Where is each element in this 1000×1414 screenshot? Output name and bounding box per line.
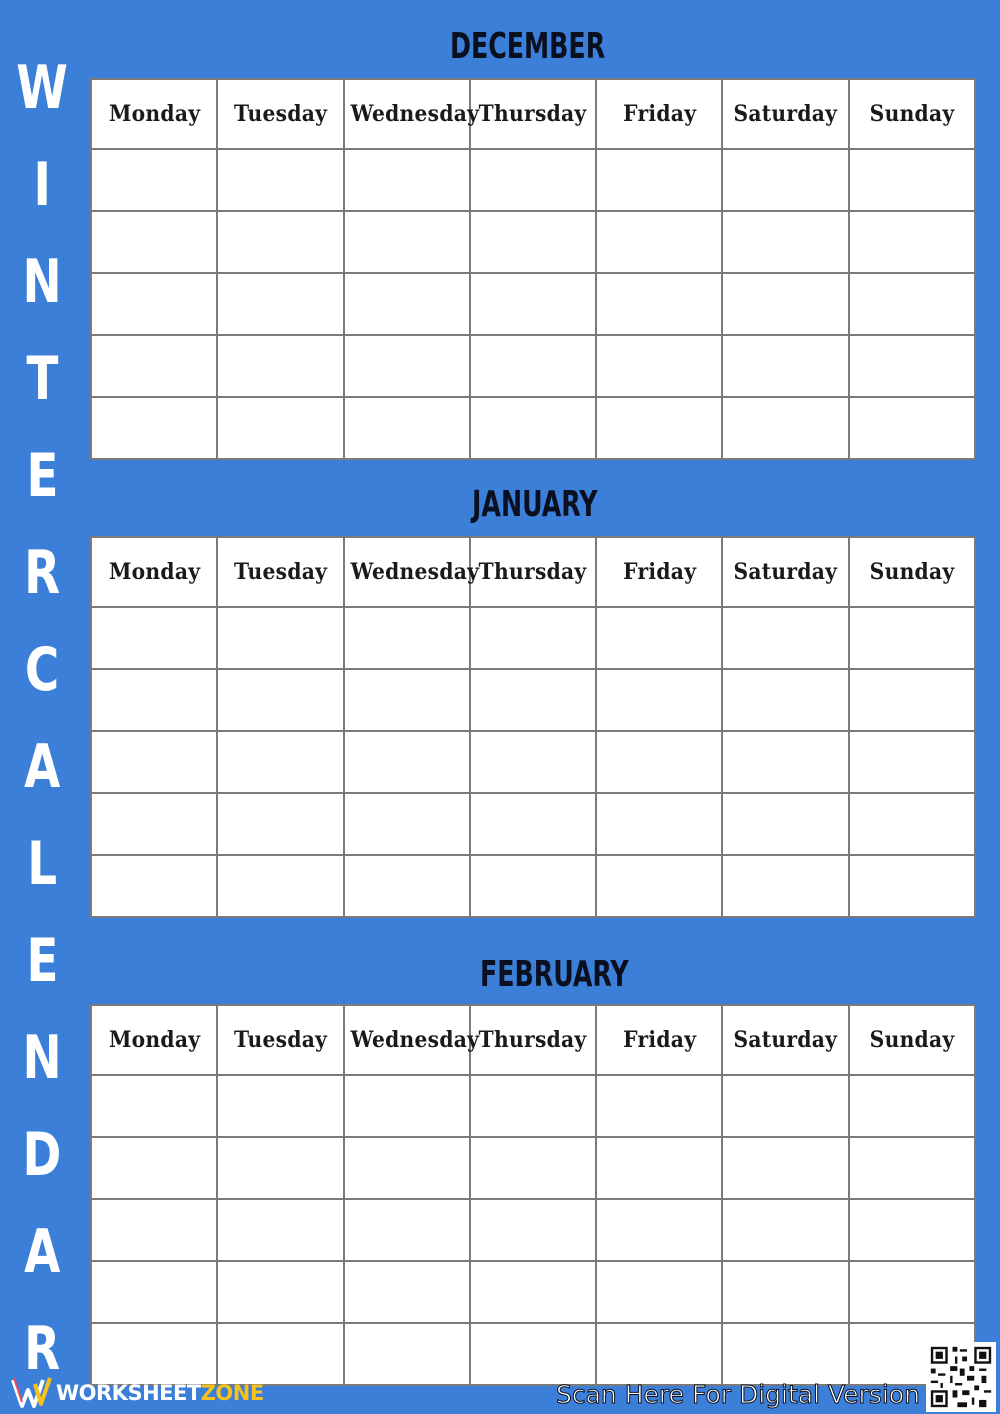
weekday-header: Saturday bbox=[722, 537, 848, 607]
day-cell[interactable] bbox=[722, 397, 848, 459]
day-cell[interactable] bbox=[722, 731, 848, 793]
day-cell[interactable] bbox=[470, 669, 596, 731]
day-cell[interactable] bbox=[722, 211, 848, 273]
worksheetzone-logo-icon bbox=[10, 1374, 54, 1412]
day-cell[interactable] bbox=[344, 1261, 470, 1323]
weekday-header: Tuesday bbox=[217, 537, 343, 607]
day-cell[interactable] bbox=[344, 1137, 470, 1199]
day-cell[interactable] bbox=[470, 1323, 596, 1385]
day-cell[interactable] bbox=[470, 1199, 596, 1261]
day-cell[interactable] bbox=[91, 855, 217, 917]
calendar-grid bbox=[90, 1004, 976, 1386]
day-cell[interactable] bbox=[722, 273, 848, 335]
weekday-header-row bbox=[91, 537, 975, 607]
side-title-letter: C bbox=[24, 635, 60, 705]
week-row bbox=[91, 607, 975, 669]
day-cell[interactable] bbox=[849, 149, 975, 211]
day-cell[interactable] bbox=[217, 397, 343, 459]
day-cell[interactable] bbox=[849, 1137, 975, 1199]
day-cell[interactable] bbox=[722, 335, 848, 397]
weekday-header-row bbox=[91, 1005, 975, 1075]
side-title bbox=[0, 40, 84, 1390]
day-cell[interactable] bbox=[596, 1137, 722, 1199]
day-cell[interactable] bbox=[596, 855, 722, 917]
day-cell[interactable] bbox=[91, 607, 217, 669]
week-row bbox=[91, 1261, 975, 1323]
week-row bbox=[91, 1075, 975, 1137]
day-cell[interactable] bbox=[344, 273, 470, 335]
side-title-letter: A bbox=[23, 1217, 61, 1287]
day-cell[interactable] bbox=[217, 273, 343, 335]
day-cell[interactable] bbox=[344, 211, 470, 273]
day-cell[interactable] bbox=[91, 1261, 217, 1323]
day-cell[interactable] bbox=[722, 1137, 848, 1199]
day-cell[interactable] bbox=[849, 731, 975, 793]
day-cell[interactable] bbox=[596, 1199, 722, 1261]
day-cell[interactable] bbox=[470, 731, 596, 793]
side-title-letter: R bbox=[23, 538, 61, 608]
day-cell[interactable] bbox=[596, 793, 722, 855]
day-cell[interactable] bbox=[91, 1199, 217, 1261]
weekday-header: Sunday bbox=[849, 537, 975, 607]
day-cell[interactable] bbox=[596, 1261, 722, 1323]
day-cell[interactable] bbox=[722, 149, 848, 211]
weekday-header-row bbox=[91, 79, 975, 149]
day-cell[interactable] bbox=[344, 607, 470, 669]
day-cell[interactable] bbox=[344, 731, 470, 793]
day-cell[interactable] bbox=[596, 607, 722, 669]
day-cell[interactable] bbox=[344, 1323, 470, 1385]
side-title-letter: N bbox=[22, 1023, 62, 1093]
day-cell[interactable] bbox=[849, 335, 975, 397]
worksheetzone-logo[interactable] bbox=[10, 1374, 264, 1412]
day-cell[interactable] bbox=[344, 669, 470, 731]
side-title-letter: E bbox=[26, 926, 58, 996]
day-cell[interactable] bbox=[91, 669, 217, 731]
day-cell[interactable] bbox=[722, 1323, 848, 1385]
day-cell[interactable] bbox=[722, 607, 848, 669]
weekday-header: Saturday bbox=[722, 1005, 848, 1075]
day-cell[interactable] bbox=[849, 273, 975, 335]
day-cell[interactable] bbox=[596, 149, 722, 211]
day-cell[interactable] bbox=[91, 149, 217, 211]
weekday-header: Tuesday bbox=[217, 79, 343, 149]
week-row bbox=[91, 669, 975, 731]
day-cell[interactable] bbox=[596, 669, 722, 731]
day-cell[interactable] bbox=[470, 397, 596, 459]
weekday-header: Monday bbox=[91, 537, 217, 607]
week-row bbox=[91, 211, 975, 273]
day-cell[interactable] bbox=[91, 793, 217, 855]
day-cell[interactable] bbox=[344, 335, 470, 397]
day-cell[interactable] bbox=[722, 1261, 848, 1323]
day-cell[interactable] bbox=[849, 607, 975, 669]
side-title-letter: N bbox=[22, 247, 62, 317]
day-cell[interactable] bbox=[470, 273, 596, 335]
weekday-header: Thursday bbox=[470, 1005, 596, 1075]
day-cell[interactable] bbox=[217, 669, 343, 731]
day-cell[interactable] bbox=[722, 793, 848, 855]
qr-code-icon[interactable] bbox=[926, 1342, 996, 1412]
day-cell[interactable] bbox=[91, 397, 217, 459]
day-cell[interactable] bbox=[596, 731, 722, 793]
day-cell[interactable] bbox=[596, 211, 722, 273]
day-cell[interactable] bbox=[470, 335, 596, 397]
day-cell[interactable] bbox=[344, 1075, 470, 1137]
day-cell[interactable] bbox=[470, 1261, 596, 1323]
weekday-header: Friday bbox=[596, 79, 722, 149]
day-cell[interactable] bbox=[849, 855, 975, 917]
day-cell[interactable] bbox=[722, 855, 848, 917]
calendar-grid bbox=[90, 536, 976, 918]
week-row bbox=[91, 397, 975, 459]
day-cell[interactable] bbox=[91, 731, 217, 793]
day-cell[interactable] bbox=[596, 335, 722, 397]
day-cell[interactable] bbox=[470, 607, 596, 669]
day-cell[interactable] bbox=[596, 1075, 722, 1137]
day-cell[interactable] bbox=[217, 731, 343, 793]
day-cell[interactable] bbox=[470, 149, 596, 211]
week-row bbox=[91, 1137, 975, 1199]
day-cell[interactable] bbox=[217, 149, 343, 211]
side-title-letter: A bbox=[23, 732, 61, 802]
day-cell[interactable] bbox=[470, 793, 596, 855]
day-cell[interactable] bbox=[470, 1137, 596, 1199]
day-cell[interactable] bbox=[344, 149, 470, 211]
week-row bbox=[91, 335, 975, 397]
side-title-letter: T bbox=[26, 344, 58, 414]
weekday-header: Wednesday bbox=[344, 537, 470, 607]
weekday-header: Wednesday bbox=[344, 79, 470, 149]
day-cell[interactable] bbox=[722, 1199, 848, 1261]
weekday-header: Thursday bbox=[470, 537, 596, 607]
day-cell[interactable] bbox=[217, 211, 343, 273]
day-cell[interactable] bbox=[470, 855, 596, 917]
day-cell[interactable] bbox=[344, 1199, 470, 1261]
weekday-header: Friday bbox=[596, 1005, 722, 1075]
day-cell[interactable] bbox=[91, 211, 217, 273]
week-row bbox=[91, 1199, 975, 1261]
weekday-header: Thursday bbox=[470, 79, 596, 149]
month-title: JANUARY bbox=[472, 484, 598, 525]
day-cell[interactable] bbox=[849, 793, 975, 855]
scan-caption: Scan Here For Digital Version bbox=[556, 1380, 920, 1409]
day-cell[interactable] bbox=[849, 669, 975, 731]
day-cell[interactable] bbox=[217, 793, 343, 855]
side-title-letter: L bbox=[27, 829, 57, 899]
day-cell[interactable] bbox=[849, 397, 975, 459]
day-cell[interactable] bbox=[217, 607, 343, 669]
weekday-header: Monday bbox=[91, 1005, 217, 1075]
day-cell[interactable] bbox=[849, 1075, 975, 1137]
day-cell[interactable] bbox=[217, 1075, 343, 1137]
day-cell[interactable] bbox=[849, 211, 975, 273]
weekday-header: Monday bbox=[91, 79, 217, 149]
side-title-letter: R bbox=[23, 1314, 61, 1384]
day-cell[interactable] bbox=[91, 273, 217, 335]
side-title-letter: E bbox=[26, 441, 58, 511]
day-cell[interactable] bbox=[470, 211, 596, 273]
day-cell[interactable] bbox=[596, 397, 722, 459]
day-cell[interactable] bbox=[596, 1323, 722, 1385]
weekday-header: Saturday bbox=[722, 79, 848, 149]
day-cell[interactable] bbox=[344, 397, 470, 459]
weekday-header: Sunday bbox=[849, 1005, 975, 1075]
side-title-letter: W bbox=[16, 53, 68, 123]
day-cell[interactable] bbox=[91, 1075, 217, 1137]
week-row bbox=[91, 793, 975, 855]
day-cell[interactable] bbox=[91, 335, 217, 397]
day-cell[interactable] bbox=[596, 273, 722, 335]
weekday-header: Wednesday bbox=[344, 1005, 470, 1075]
day-cell[interactable] bbox=[722, 669, 848, 731]
side-title-letter: I bbox=[33, 150, 51, 220]
day-cell[interactable] bbox=[217, 1261, 343, 1323]
logo-text: WORKSHEETZONE bbox=[56, 1381, 264, 1405]
day-cell[interactable] bbox=[91, 1137, 217, 1199]
day-cell[interactable] bbox=[849, 1261, 975, 1323]
month-title: FEBRUARY bbox=[480, 954, 629, 995]
weekday-header: Tuesday bbox=[217, 1005, 343, 1075]
day-cell[interactable] bbox=[217, 1199, 343, 1261]
week-row bbox=[91, 149, 975, 211]
day-cell[interactable] bbox=[217, 335, 343, 397]
day-cell[interactable] bbox=[344, 855, 470, 917]
day-cell[interactable] bbox=[849, 1199, 975, 1261]
day-cell[interactable] bbox=[217, 855, 343, 917]
week-row bbox=[91, 273, 975, 335]
day-cell[interactable] bbox=[217, 1137, 343, 1199]
day-cell[interactable] bbox=[470, 1075, 596, 1137]
weekday-header: Sunday bbox=[849, 79, 975, 149]
weekday-header: Friday bbox=[596, 537, 722, 607]
day-cell[interactable] bbox=[722, 1075, 848, 1137]
week-row bbox=[91, 855, 975, 917]
day-cell[interactable] bbox=[344, 793, 470, 855]
week-row bbox=[91, 731, 975, 793]
calendar-grid bbox=[90, 78, 976, 460]
month-title: DECEMBER bbox=[450, 26, 606, 67]
side-title-letter: D bbox=[22, 1120, 62, 1190]
